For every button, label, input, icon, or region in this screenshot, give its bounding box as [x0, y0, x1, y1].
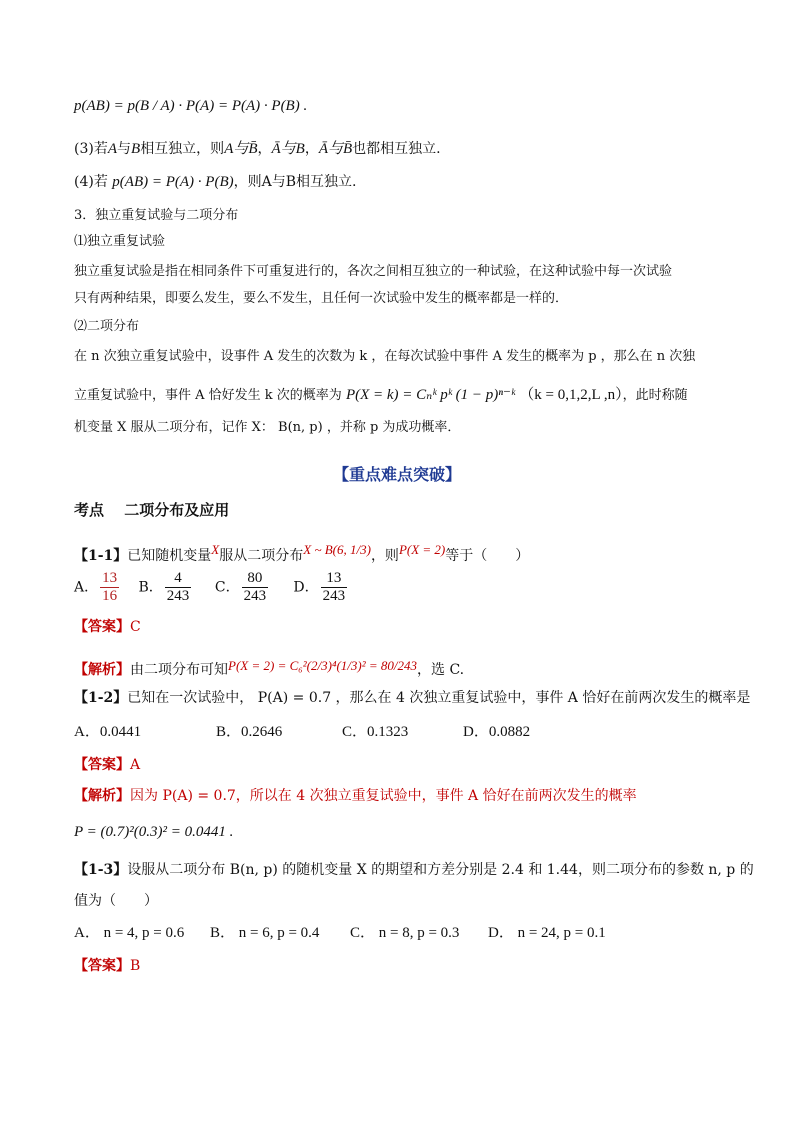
answer-label: 【答案】	[74, 619, 130, 635]
paragraph-line: 在 n 次独立重复试验中，设事件 A 发生的次数为 k ，在每次试验中事件 A 发生的概率为 p ，那么在 n 次独	[74, 349, 696, 364]
option-a: A． n = 4, p = 0.6	[74, 925, 185, 941]
answer-value: C	[130, 619, 141, 635]
paragraph-line: 机变量 X 服从二项分布，记作 X： B(n, p) ，并称 p 为成功概率．	[74, 420, 461, 435]
binomial-formula: P(X = k) = Cₙᵏ pᵏ (1 − p)ⁿ⁻ᵏ	[345, 387, 516, 403]
question-text: 已知随机变量	[127, 548, 212, 564]
analysis-1-2	[74, 786, 637, 806]
analysis-text: 由二项分布可知	[130, 662, 228, 678]
pair-2: Ā与B	[271, 141, 305, 157]
answer-label: 【答案】	[74, 757, 130, 773]
question-1-2	[74, 688, 750, 708]
analysis-text: ，选 C.	[417, 662, 465, 678]
connector: 与	[117, 141, 132, 157]
distribution: X ~ B(6, 1/3)	[303, 542, 371, 557]
numerator: 13	[102, 570, 118, 586]
question-label: 【1-3】	[74, 862, 128, 878]
question-label: 【1-1】	[74, 548, 128, 564]
numerator: 4	[165, 570, 192, 588]
subsection-1-title: ⑴独立重复试验	[74, 234, 166, 249]
options-1-2	[74, 722, 530, 742]
analysis-formula: P(X = 2) = C₆²(2/3)⁴(1/3)² = 80/243	[228, 658, 418, 673]
option-c	[215, 570, 289, 605]
option-fraction	[100, 570, 119, 605]
property-4-prefix: (4)若	[74, 174, 108, 190]
formula-independence: p(AB) = p(B / A) · P(A) = P(A) · P(B) .	[74, 98, 308, 114]
option-a: A．0.0441	[74, 724, 142, 740]
topic-title: 考点 二项分布及应用	[74, 501, 230, 519]
analysis-label: 【解析】	[74, 662, 130, 678]
property-3-mid: 相互独立，则	[140, 141, 225, 157]
event-a: A	[107, 141, 118, 157]
analysis-label: 【解析】	[74, 788, 130, 804]
property-4-formula: p(AB) = P(A) · P(B)	[112, 174, 234, 190]
k-range: （k = 0,1,2,L ,n）	[519, 387, 623, 403]
question-text: ，则	[370, 548, 399, 564]
property-3-prefix: (3)若	[74, 141, 108, 157]
denominator: 16	[102, 588, 118, 604]
option-fraction	[165, 570, 192, 605]
option-a	[74, 570, 134, 605]
paragraph-line: 只有两种结果，即要么发生，要么不发生，且任何一次试验中发生的概率都是一样的．	[74, 291, 569, 306]
option-c: C． n = 8, p = 0.3	[350, 925, 460, 941]
pair-1: A与B̄	[224, 141, 258, 157]
option-b	[138, 570, 210, 605]
subsection-2-title: ⑵二项分布	[74, 319, 140, 334]
option-label: D．	[293, 579, 319, 596]
question-text: 服从二项分布	[219, 548, 304, 564]
question-1-1	[74, 542, 530, 566]
option-fraction	[321, 570, 348, 605]
paragraph-line	[74, 385, 688, 406]
answer-value: B	[130, 958, 141, 974]
option-label: A．	[74, 579, 99, 596]
event-b: B	[131, 141, 141, 157]
answer-1-2	[74, 755, 140, 775]
property-4-suffix: ，则A与B相互独立.	[233, 174, 357, 190]
analysis-1-1	[74, 660, 464, 680]
pair-3: Ā与B̄	[318, 141, 353, 157]
question-label: 【1-2】	[74, 690, 128, 706]
option-b: B．0.2646	[216, 724, 283, 740]
question-text: 已知在一次试验中， P(A) = 0.7 ，那么在 4 次独立重复试验中，事件 A 恰好在前两次发生的概率是	[127, 690, 751, 706]
property-4	[74, 172, 356, 192]
option-label: B．	[138, 579, 163, 596]
answer-value: A	[130, 757, 141, 773]
option-fraction	[242, 570, 269, 605]
option-d	[293, 570, 349, 605]
property-3: (3)若A与B相互独立，则A与B̄，Ā与B，Ā与B̄也都相互独立.	[74, 141, 441, 157]
target-probability: P(X = 2)	[398, 542, 446, 557]
answer-1-1	[74, 617, 141, 637]
option-d: D．0.0882	[463, 724, 531, 740]
option-b: B． n = 6, p = 0.4	[210, 925, 320, 941]
numerator: 80	[242, 570, 269, 588]
question-text: 设服从二项分布 B(n, p) 的随机变量 X 的期望和方差分别是 2.4 和 1.44，则二项分布的参数 n, p 的	[127, 862, 754, 878]
denominator: 243	[166, 588, 190, 604]
section-banner: 【重点难点突破】	[332, 465, 461, 484]
option-label: C．	[214, 579, 240, 596]
option-c: C．0.1323	[342, 724, 409, 740]
random-variable: X	[211, 542, 220, 557]
analysis-text: 因为 P(A) = 0.7，所以在 4 次独立重复试验中，事件 A 恰好在前两次发生的概率	[130, 788, 637, 804]
section-3-title: 3．独立重复试验与二项分布	[74, 208, 239, 223]
answer-label: 【答案】	[74, 958, 130, 974]
paragraph-text: 立重复试验中，事件 A 恰好发生 k 次的概率为	[74, 388, 342, 403]
denominator: 243	[243, 588, 267, 604]
property-3-suffix: 也都相互独立.	[352, 141, 441, 157]
answer-1-3	[74, 956, 140, 976]
question-1-3	[74, 860, 754, 880]
options-1-3	[74, 923, 606, 943]
question-text: 等于（ ）	[445, 548, 530, 564]
option-d: D． n = 24, p = 0.1	[488, 925, 606, 941]
analysis-formula: P = (0.7)²(0.3)² = 0.0441 .	[74, 824, 234, 840]
paragraph-line: 独立重复试验是指在相同条件下可重复进行的，各次之间相互独立的一种试验，在这种试验中每一次试验	[74, 264, 673, 279]
numerator: 13	[321, 570, 348, 588]
question-1-3-cont: 值为（ ）	[74, 893, 158, 909]
denominator: 243	[322, 588, 346, 604]
paragraph-text: ，此时称随	[622, 388, 688, 403]
options-1-1	[74, 570, 349, 605]
